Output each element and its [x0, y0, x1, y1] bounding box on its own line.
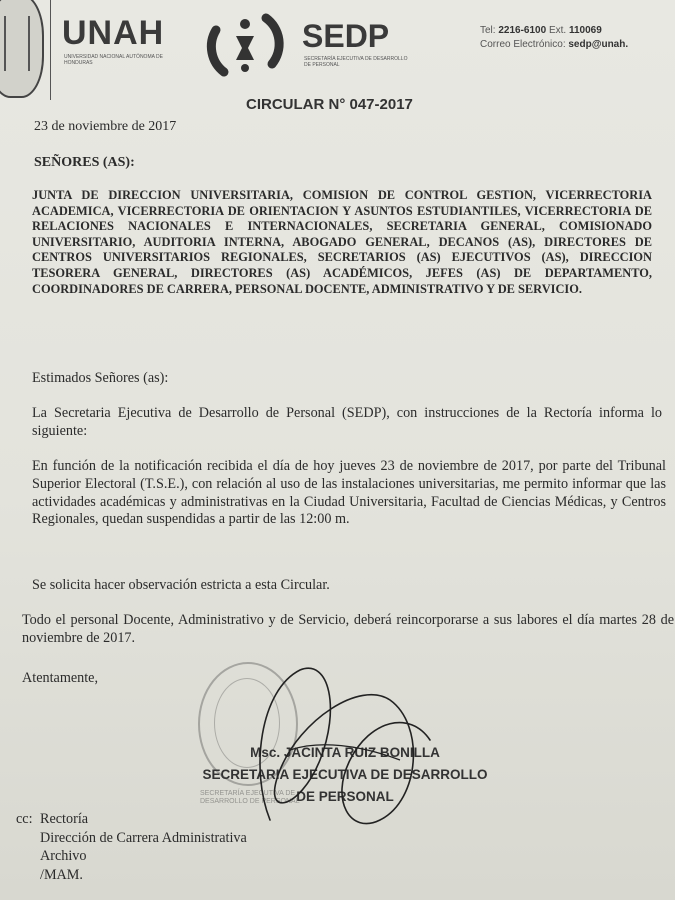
contact-info	[480, 24, 675, 52]
phone-number: 2216-6100	[498, 25, 547, 36]
sedp-logo-text: SEDP	[302, 18, 390, 54]
paragraph-intro: La Secretaria Ejecutiva de Desarrollo de Personal (SEDP), con instrucciones de la Rectoría informa lo siguiente:	[32, 405, 662, 439]
ext-label: Ext.	[548, 25, 567, 36]
seal-stamp-text: SECRETARÍA EJECUTIVA DE DESARROLLO DE PERSONAL	[200, 790, 300, 805]
handwritten-signature	[230, 650, 440, 840]
email-label: Correo Electrónico:	[480, 39, 566, 50]
cc-item: Dirección de Carrera Administrativa	[40, 829, 247, 846]
sedp-emblem-icon	[204, 6, 286, 86]
email-address: sedp@unah.	[568, 39, 629, 50]
ext-number: 110069	[568, 25, 602, 36]
signatory-title-line1: SECRETARIA EJECUTIVA DE DESARROLLO	[202, 767, 488, 782]
cc-item: /MAM.	[40, 866, 83, 883]
phone-label: Tel:	[480, 25, 496, 36]
unah-logo-subtitle: UNIVERSIDAD NACIONAL AUTÓNOMA DE HONDURAS	[64, 54, 163, 66]
closing-line: Atentamente,	[22, 670, 99, 686]
greeting: SEÑORES (AS):	[34, 155, 135, 170]
sedp-logo-subtitle: SECRETARÍA EJECUTIVA DE DESARROLLO DE PERSONAL	[304, 56, 408, 68]
unah-logo-text: UNAH	[62, 14, 165, 52]
cc-label: cc:	[16, 811, 33, 827]
document-date: 23 de noviembre de 2017	[34, 119, 177, 134]
header-divider	[50, 0, 51, 100]
paragraph-return-date: Todo el personal Docente, Administrativo y de Servicio, deberá reincorporarse a sus labores el día martes 28 de noviembre de 2017.	[22, 612, 674, 646]
addressees-list: JUNTA DE DIRECCION UNIVERSITARIA, COMISION DE CONTROL GESTION, VICERRECTORIA ACADEMICA, VICERRECTORIA DE ORIENTACION Y ASUNTOS ESTUDIANTILES, VICERRECTORIA DE RELACIONES NACIONALES E INTERNACIONALES, SECRETARIA GENERAL, COMISIONADO UNIVERSITARIO, AUDITORIA INTERNA, ABOGADO GENERAL, DECANOS (AS), DIRECTORES DE CENTROS UNIVERSITARIOS REGIONALES, SECRETARIOS (AS) EJECUTIVOS (AS), DIRECCION TESORERA GENERAL, DIRECTORES (AS) ACADÉMICOS, JEFES (AS) DE DEPARTAMENTO, COORDINADORES DE CARRERA, PERSONAL DOCENTE, ADMINISTRATIVO Y DE SERVICIO.	[32, 188, 652, 296]
circular-title: CIRCULAR N° 047-2017	[246, 96, 413, 113]
signatory-title-line2: DE PERSONAL	[296, 789, 394, 804]
signatory-name: Msc. JACINTA RUIZ BONILLA	[250, 745, 440, 760]
cc-list	[16, 810, 247, 884]
paragraph-observation: Se solicita hacer observación estricta a esta Circular.	[32, 577, 330, 593]
paragraph-notice: En función de la notificación recibida el día de hoy jueves 23 de noviembre de 2017, por parte del Tribunal Superior Electoral (T.S.E.), con relación al uso de las instalaciones universitarias, me permito informar que las actividades académicas y administrativas en la Ciudad Universitaria, Facultad de Ciencias Médicas, y Centros Regionales, quedan suspendidas a partir de las 12:00 m.	[32, 458, 666, 528]
salutation: Estimados Señores (as):	[32, 370, 169, 386]
cc-item: Rectoría	[40, 811, 89, 827]
cc-item: Archivo	[40, 848, 87, 865]
unah-crest-logo	[0, 0, 44, 98]
